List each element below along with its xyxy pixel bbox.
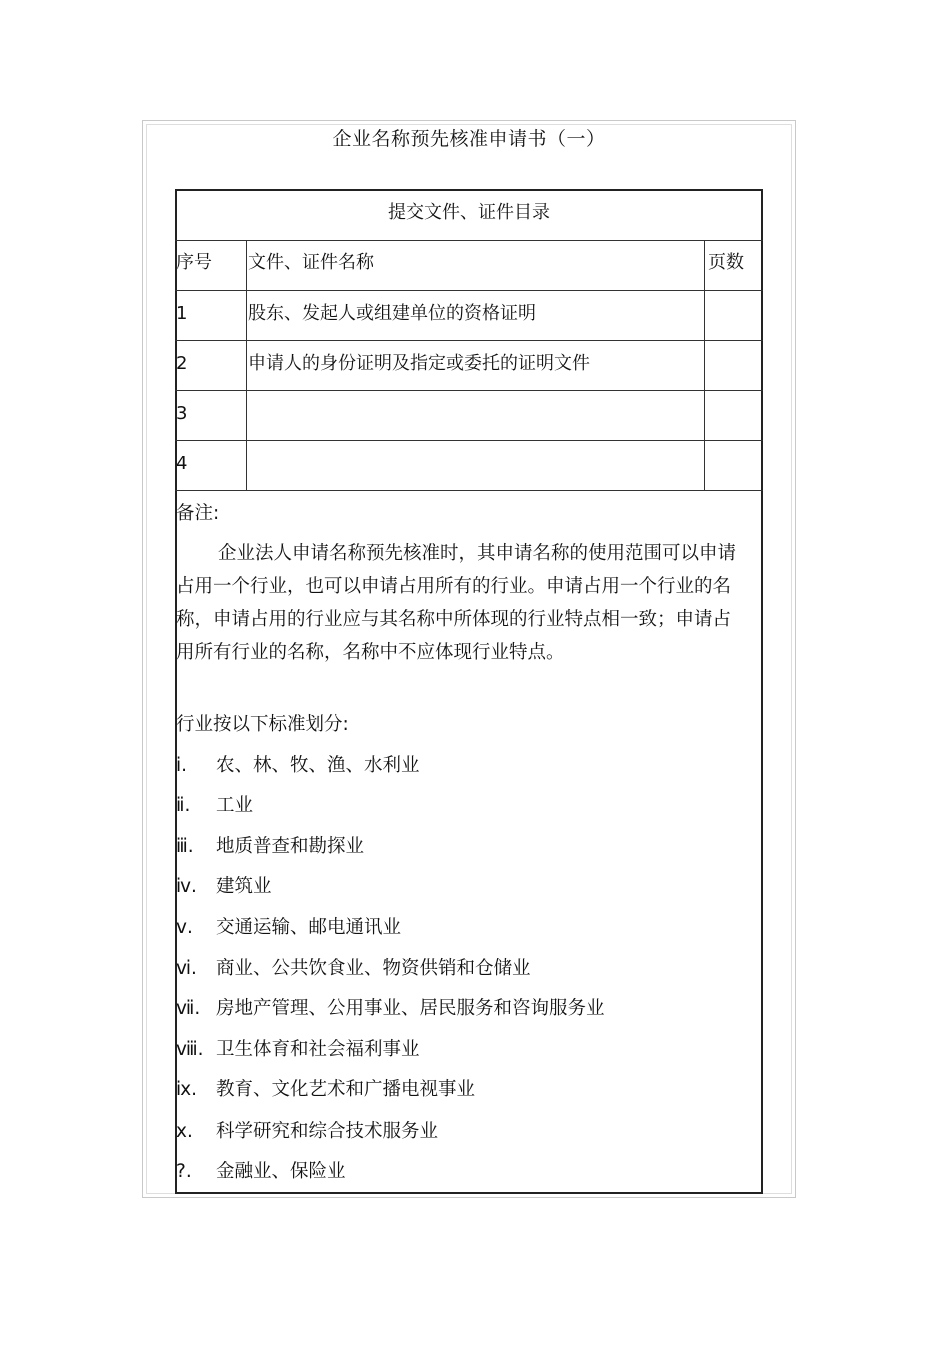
table-heading: 提交文件、证件目录: [388, 202, 550, 223]
table-rule: [175, 490, 763, 491]
industry-item: [176, 1120, 438, 1144]
industry-item: [176, 835, 364, 859]
table-rule: [175, 390, 763, 391]
industry-item: [176, 1160, 346, 1184]
industry-text: 工业: [216, 795, 254, 816]
industry-text: 教育、文化艺术和广播电视事业: [216, 1079, 476, 1100]
industry-number: ⅸ.: [176, 1079, 198, 1100]
industry-text: 商业、公共饮食业、物资供销和仓储业: [216, 958, 531, 979]
industry-number: ⅱ.: [176, 795, 191, 816]
table-rule: [175, 440, 763, 441]
column-header-no: 序号: [176, 252, 212, 273]
industry-number: ⅵ.: [176, 958, 197, 979]
notes-label: 备注:: [176, 503, 220, 524]
industry-number: ⅳ.: [176, 876, 197, 897]
row-document-name: 股东、发起人或组建单位的资格证明: [248, 303, 536, 324]
industry-number: ⅷ.: [176, 1039, 204, 1060]
row-number: 4: [176, 453, 188, 474]
industry-number: ⅶ.: [176, 998, 201, 1019]
industry-number: ?.: [176, 1161, 192, 1182]
industry-item: [176, 957, 531, 981]
row-number: 2: [176, 353, 188, 374]
industry-item: [176, 997, 605, 1021]
row-number: 1: [176, 303, 188, 324]
table-rule: [175, 290, 763, 291]
industry-text: 建筑业: [216, 876, 272, 897]
industry-item: [176, 794, 253, 818]
industry-text: 地质普查和勘探业: [216, 836, 365, 857]
table-rule: [175, 240, 763, 241]
industry-number: ⅲ.: [176, 836, 194, 857]
industry-item: [176, 754, 420, 778]
industry-item: [176, 875, 272, 899]
industry-text: 农、林、牧、渔、水利业: [216, 755, 420, 776]
document-title: 企业名称预先核准申请书（一）: [332, 128, 606, 150]
industry-number: ⅹ.: [176, 1121, 193, 1142]
industry-item: [176, 1038, 420, 1062]
industry-number: ⅰ.: [176, 755, 188, 776]
row-number: 3: [176, 403, 188, 424]
notes-paragraph: 企业法人申请名称预先核准时，其申请名称的使用范围可以申请占用一个行业，也可以申请占用所有的行业。申请占用一个行业的名称，申请占用的行业应与其名称中所体现的行业特点相一致；申请占用所有行业的名称，名称中不应体现行业特点。: [176, 543, 737, 663]
table-column-rule: [704, 240, 705, 491]
industry-item: [176, 916, 401, 940]
row-document-name: 申请人的身份证明及指定或委托的证明文件: [248, 353, 590, 374]
industry-text: 卫生体育和社会福利事业: [216, 1039, 420, 1060]
table-column-rule: [246, 240, 247, 491]
table-rule: [175, 340, 763, 341]
column-header-pages: 页数: [708, 252, 744, 273]
industry-text: 金融业、保险业: [216, 1161, 346, 1182]
industry-number: ⅴ.: [176, 917, 193, 938]
column-header-name: 文件、证件名称: [248, 252, 374, 273]
industries-intro: 行业按以下标准划分:: [176, 714, 349, 735]
industry-text: 房地产管理、公用事业、居民服务和咨询服务业: [216, 998, 605, 1019]
industry-text: 交通运输、邮电通讯业: [216, 917, 402, 938]
industry-item: [176, 1078, 475, 1102]
industry-text: 科学研究和综合技术服务业: [216, 1121, 439, 1142]
